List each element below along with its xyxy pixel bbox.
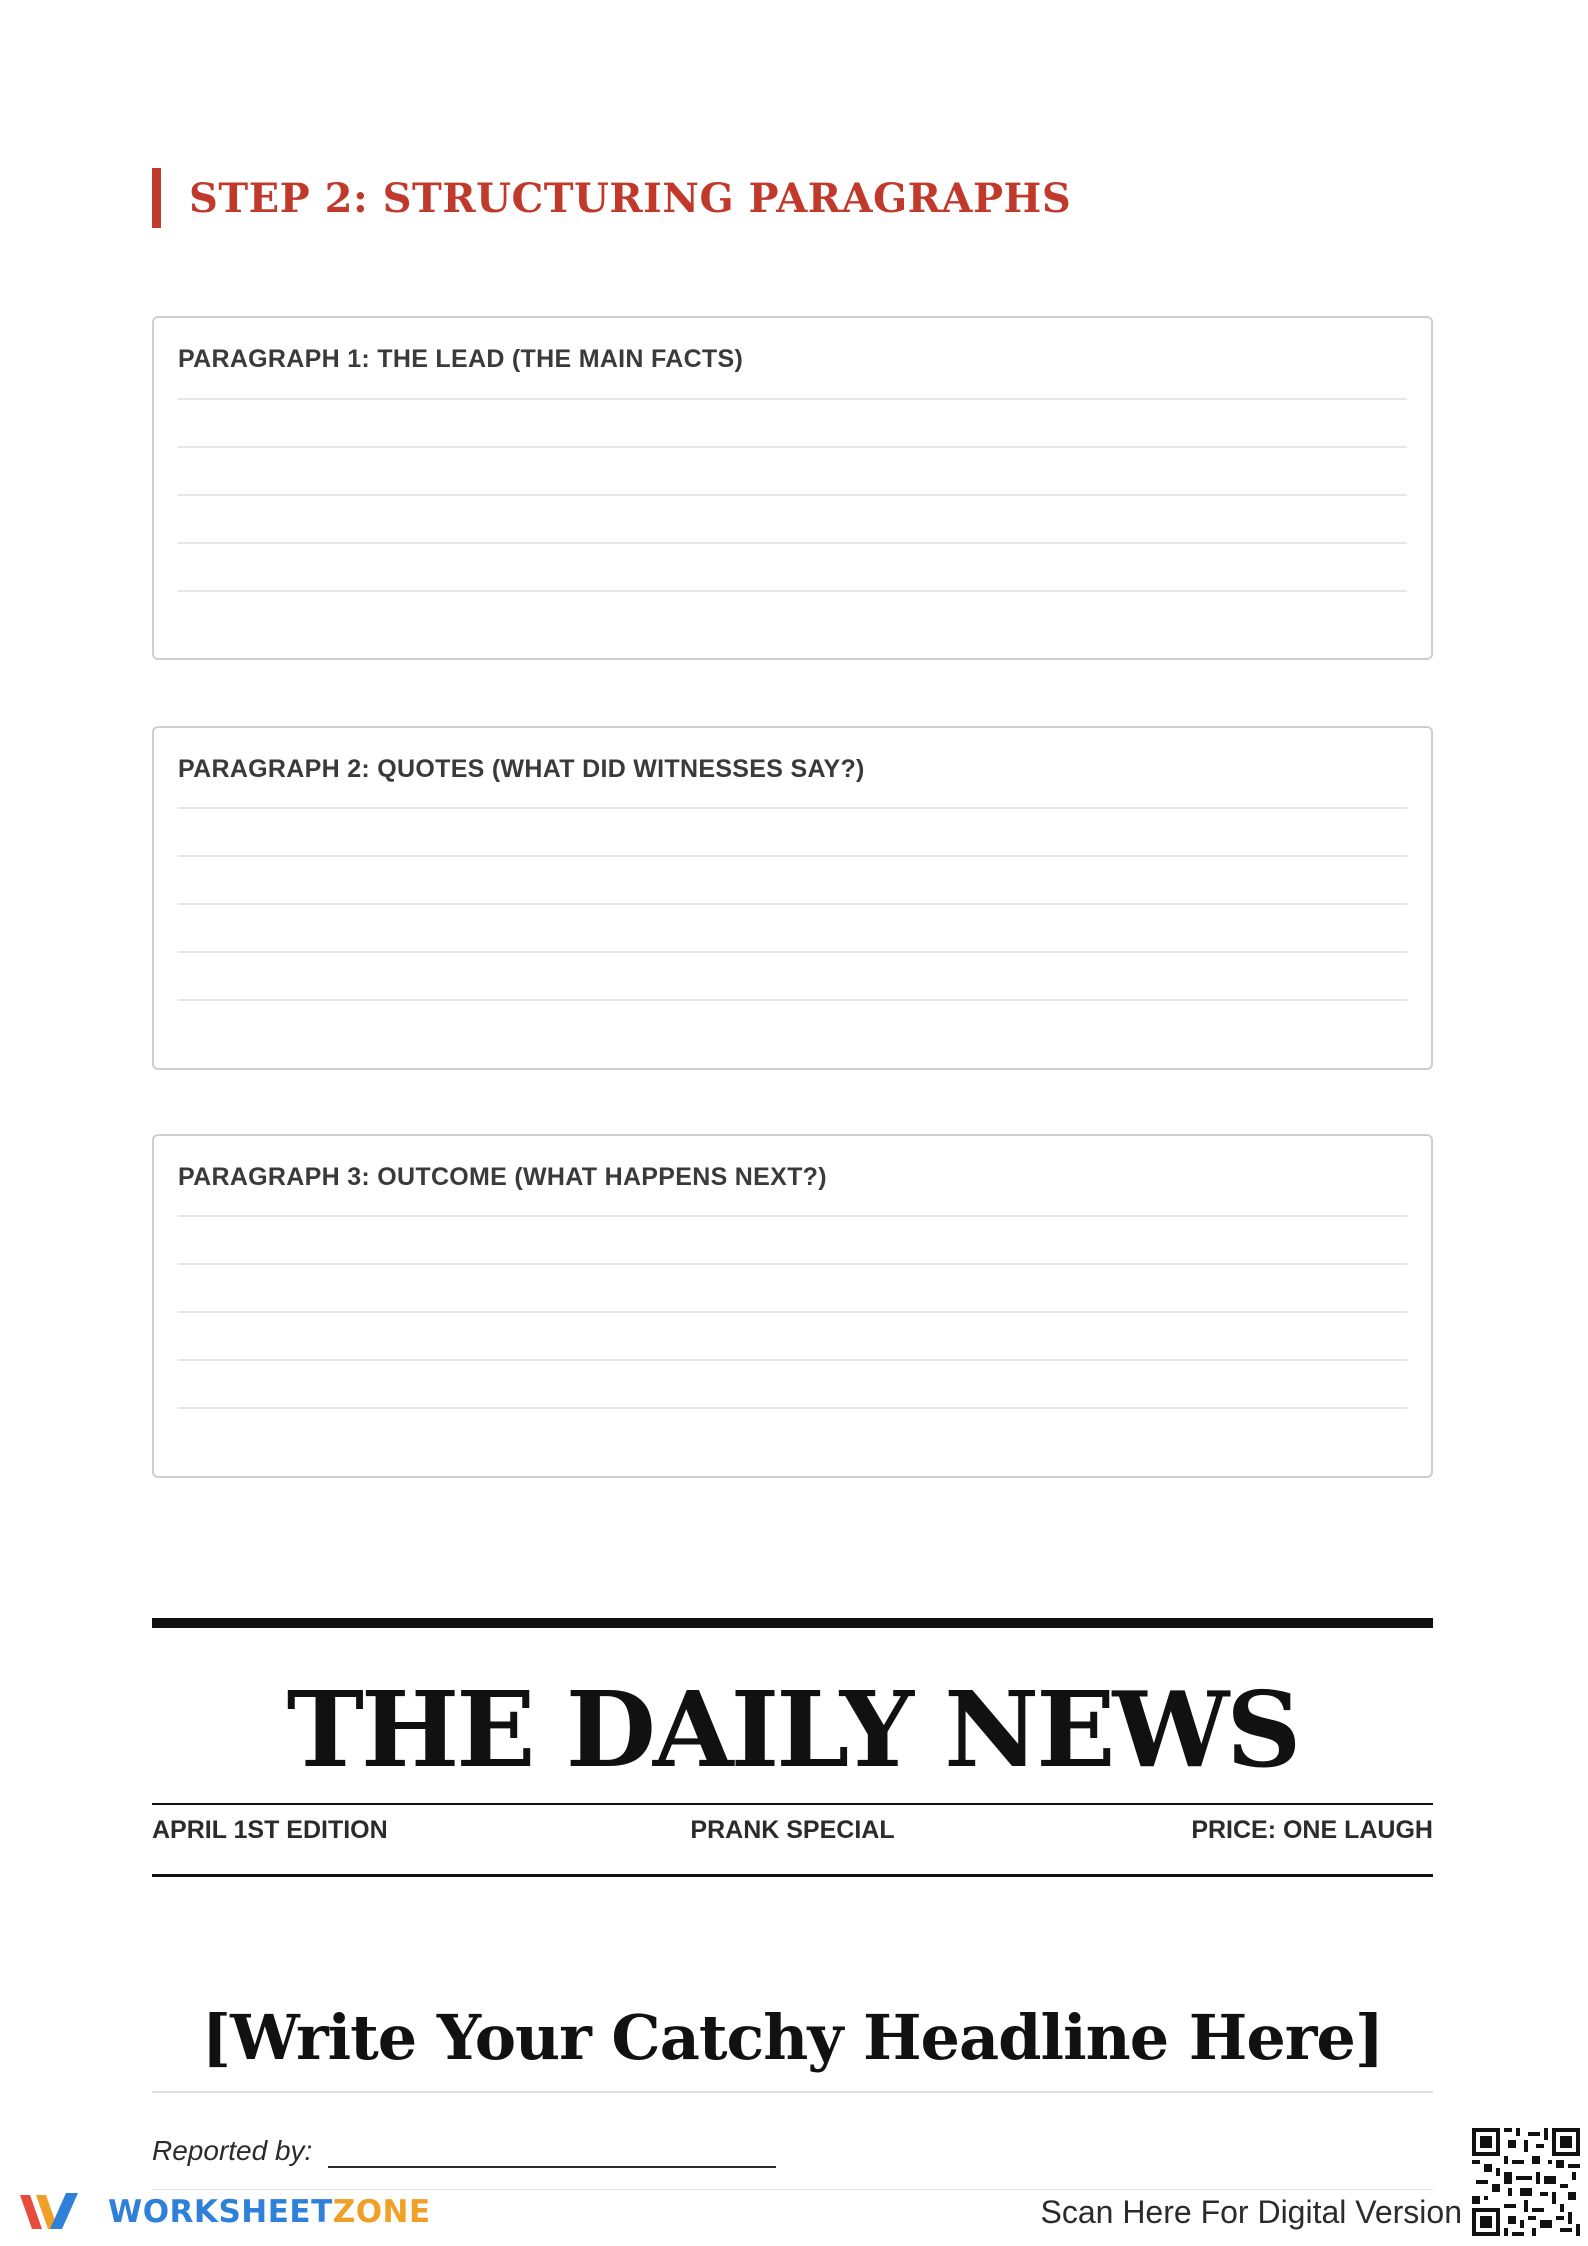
writing-line[interactable] [178,1311,1407,1313]
step-header [152,168,1071,228]
writing-line[interactable] [178,1359,1407,1361]
paragraph-label: PARAGRAPH 3: OUTCOME (WHAT HAPPENS NEXT?) [178,1163,827,1191]
qr-code-icon[interactable] [1472,2128,1580,2236]
section-label: PRANK SPECIAL [690,1816,895,1844]
logo-text-worksheet: WORKSHEET [108,2194,333,2230]
paragraph-label: PARAGRAPH 2: QUOTES (WHAT DID WITNESSES SAY?) [178,755,865,783]
writing-line[interactable] [178,446,1407,448]
scan-instruction: Scan Here For Digital Version [1040,2194,1462,2230]
writing-line[interactable] [178,590,1407,592]
worksheetzone-logo-icon [16,2187,96,2237]
price-label: PRICE: ONE LAUGH [1191,1816,1433,1844]
masthead-info-row [152,1816,1433,1856]
reported-by-line[interactable] [328,2166,776,2168]
edition-label: APRIL 1ST EDITION [152,1816,388,1844]
step-accent-bar [152,168,161,228]
writing-line[interactable] [178,398,1407,400]
writing-line[interactable] [178,494,1407,496]
writing-line[interactable] [178,999,1407,1001]
writing-line[interactable] [178,1215,1407,1217]
masthead-top-rule [152,1618,1433,1628]
headline-placeholder[interactable]: [Write Your Catchy Headline Here] [201,2001,1384,2074]
writing-line[interactable] [178,1263,1407,1265]
newspaper-masthead: THE DAILY NEWS [286,1668,1299,1791]
writing-line[interactable] [178,903,1407,905]
paragraph-box-3 [152,1134,1433,1478]
reported-by-label: Reported by: [152,2135,313,2166]
headline-rule [152,2091,1433,2093]
masthead-info-bottom-rule [152,1874,1433,1877]
step-title: STEP 2: STRUCTURING PARAGRAPHS [189,174,1072,222]
writing-line[interactable] [178,1407,1407,1409]
writing-line[interactable] [178,951,1407,953]
logo-text-zone: ZONE [332,2194,431,2230]
paragraph-box-1 [152,316,1433,660]
masthead-info-top-rule [152,1803,1433,1805]
worksheetzone-logo[interactable] [16,2186,431,2238]
paragraph-box-2 [152,726,1433,1070]
writing-line[interactable] [178,855,1407,857]
writing-line[interactable] [178,807,1407,809]
paragraph-label: PARAGRAPH 1: THE LEAD (THE MAIN FACTS) [178,345,744,373]
writing-line[interactable] [178,542,1407,544]
